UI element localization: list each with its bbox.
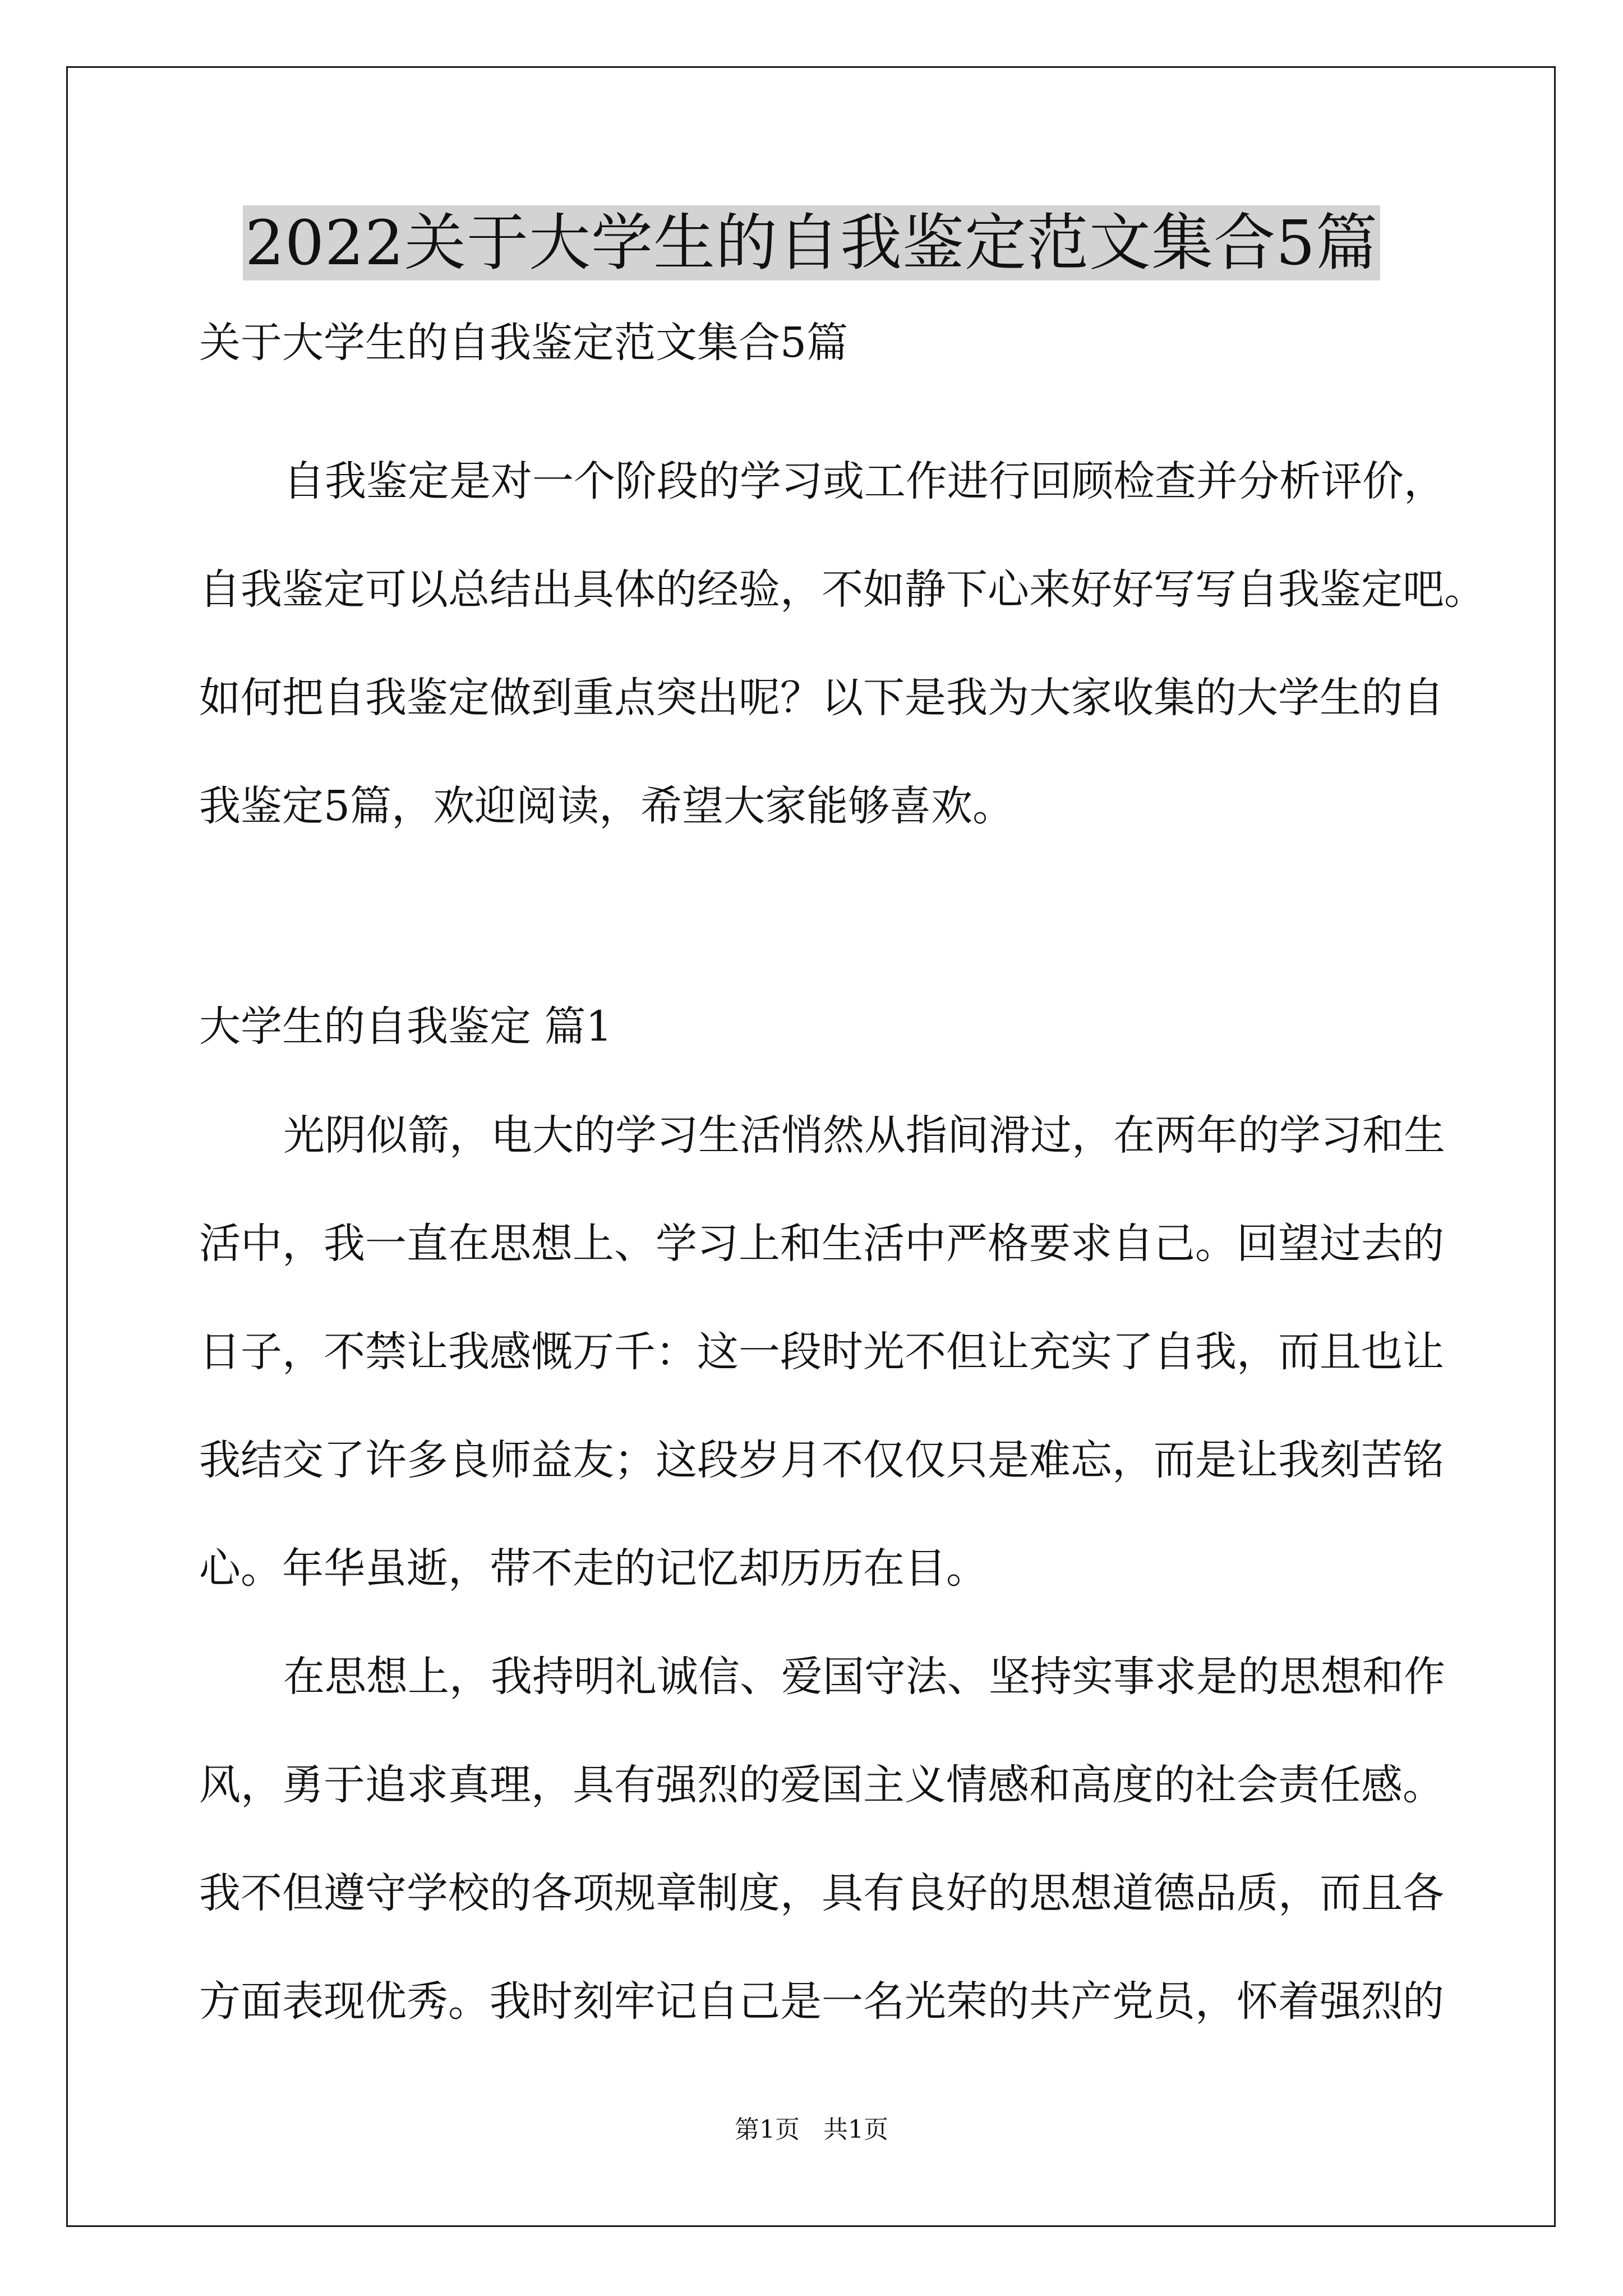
paragraph2-line-2: 风，勇于追求真理，具有强烈的爱国主义情感和高度的社会责任感。 bbox=[199, 1761, 1444, 1809]
paragraph1-line-3: 日子，不禁让我感慨万千：这一段时光不但让充实了自我，而且也让 bbox=[199, 1328, 1444, 1376]
intro-line-4: 我鉴定5篇，欢迎阅读，希望大家能够喜欢。 bbox=[199, 782, 1015, 830]
document-title: 2022关于大学生的自我鉴定范文集合5篇 bbox=[243, 205, 1380, 280]
paragraph2-line-1: 在思想上，我持明礼诚信、爱国守法、坚持实事求是的思想和作 bbox=[283, 1653, 1445, 1701]
paragraph1-line-4: 我结交了许多良师益友；这段岁月不仅仅只是难忘，而是让我刻苦铭 bbox=[199, 1436, 1444, 1484]
section-heading: 大学生的自我鉴定 篇1 bbox=[199, 1002, 612, 1051]
paragraph1-line-1: 光阴似箭，电大的学习生活悄然从指间滑过，在两年的学习和生 bbox=[283, 1111, 1445, 1159]
page-footer: 第1页 共1页 bbox=[735, 2115, 888, 2144]
paragraph1-line-2: 活中，我一直在思想上、学习上和生活中严格要求自己。回望过去的 bbox=[199, 1220, 1444, 1268]
paragraph2-line-4: 方面表现优秀。我时刻牢记自己是一名光荣的共产党员，怀着强烈的 bbox=[199, 1977, 1444, 2026]
title-container bbox=[0, 205, 1623, 280]
paragraph2-line-3: 我不但遵守学校的各项规章制度，具有良好的思想道德品质，而且各 bbox=[199, 1869, 1444, 1917]
intro-line-1: 自我鉴定是对一个阶段的学习或工作进行回顾检查并分析评价， bbox=[283, 457, 1445, 505]
intro-line-2: 自我鉴定可以总结出具体的经验，不如静下心来好好写写自我鉴定吧。 bbox=[199, 565, 1486, 614]
intro-line-3: 如何把自我鉴定做到重点突出呢？以下是我为大家收集的大学生的自 bbox=[199, 674, 1444, 722]
subtitle-line: 关于大学生的自我鉴定范文集合5篇 bbox=[199, 319, 849, 367]
paragraph1-line-5: 心。年华虽逝，带不走的记忆却历历在目。 bbox=[199, 1544, 988, 1593]
